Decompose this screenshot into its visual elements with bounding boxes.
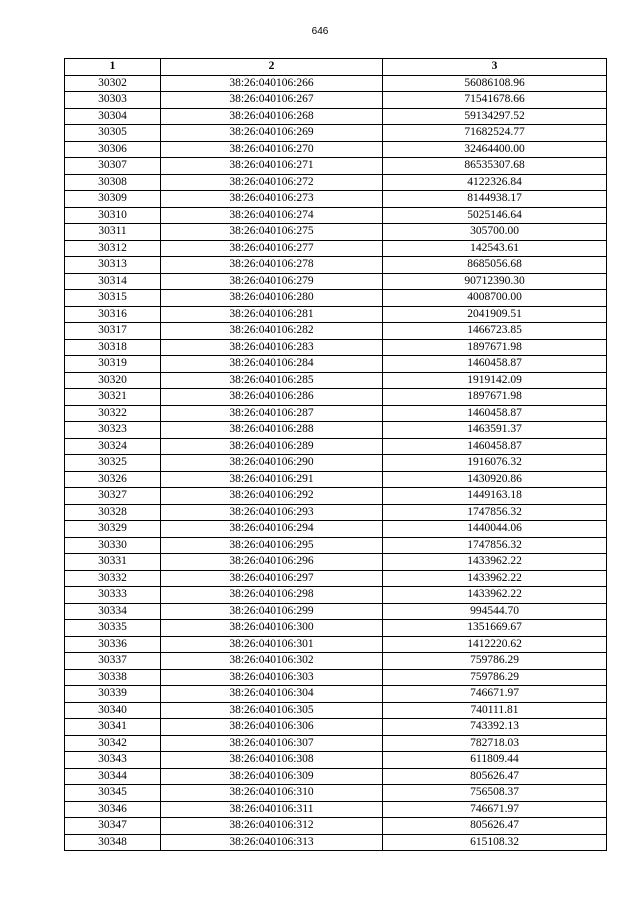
table-row: [65, 273, 607, 290]
table-row: [65, 339, 607, 356]
row-number-cell: 30328: [65, 504, 161, 521]
cadastral-number-cell: 38:26:040106:302: [161, 653, 383, 670]
cadastral-number-cell: 38:26:040106:298: [161, 587, 383, 604]
row-number-cell: 30313: [65, 257, 161, 274]
row-number-cell: 30344: [65, 768, 161, 785]
row-number-cell: 30338: [65, 669, 161, 686]
table-row: [65, 570, 607, 587]
value-cell: 1433962.22: [383, 587, 607, 604]
cadastral-number-cell: 38:26:040106:311: [161, 801, 383, 818]
row-number-cell: 30309: [65, 191, 161, 208]
cadastral-number-cell: 38:26:040106:275: [161, 224, 383, 241]
table-row: [65, 323, 607, 340]
row-number-cell: 30343: [65, 752, 161, 769]
value-cell: 1440044.06: [383, 521, 607, 538]
row-number-cell: 30316: [65, 306, 161, 323]
table-row: [65, 455, 607, 472]
table-row: [65, 735, 607, 752]
table-row: [65, 224, 607, 241]
value-cell: 71682524.77: [383, 125, 607, 142]
table-row: [65, 686, 607, 703]
cadastral-number-cell: 38:26:040106:279: [161, 273, 383, 290]
page-number: 646: [311, 26, 329, 37]
value-cell: 1449163.18: [383, 488, 607, 505]
value-cell: 1747856.32: [383, 504, 607, 521]
table-row: [65, 141, 607, 158]
cadastral-number-cell: 38:26:040106:287: [161, 405, 383, 422]
value-cell: 1460458.87: [383, 405, 607, 422]
cadastral-number-cell: 38:26:040106:282: [161, 323, 383, 340]
row-number-cell: 30326: [65, 471, 161, 488]
row-number-cell: 30327: [65, 488, 161, 505]
value-cell: 2041909.51: [383, 306, 607, 323]
row-number-cell: 30323: [65, 422, 161, 439]
row-number-cell: 30335: [65, 620, 161, 637]
value-cell: 56086108.96: [383, 75, 607, 92]
cadastral-number-cell: 38:26:040106:272: [161, 174, 383, 191]
row-number-cell: 30331: [65, 554, 161, 571]
table-row: [65, 108, 607, 125]
table-row: [65, 603, 607, 620]
cadastral-number-cell: 38:26:040106:285: [161, 372, 383, 389]
value-cell: 1897671.98: [383, 389, 607, 406]
cadastral-number-cell: 38:26:040106:306: [161, 719, 383, 736]
cadastral-number-cell: 38:26:040106:308: [161, 752, 383, 769]
table-row: [65, 554, 607, 571]
registry-table: [64, 58, 607, 851]
table-row: [65, 801, 607, 818]
cadastral-number-cell: 38:26:040106:293: [161, 504, 383, 521]
row-number-cell: 30304: [65, 108, 161, 125]
table-row: [65, 669, 607, 686]
table-row: [65, 636, 607, 653]
table-row: [65, 818, 607, 835]
row-number-cell: 30347: [65, 818, 161, 835]
value-cell: 1460458.87: [383, 356, 607, 373]
table-row: [65, 620, 607, 637]
cadastral-number-cell: 38:26:040106:305: [161, 702, 383, 719]
table-row: [65, 422, 607, 439]
cadastral-number-cell: 38:26:040106:299: [161, 603, 383, 620]
cadastral-number-cell: 38:26:040106:296: [161, 554, 383, 571]
table-row: [65, 191, 607, 208]
row-number-cell: 30332: [65, 570, 161, 587]
value-cell: 746671.97: [383, 801, 607, 818]
table-header-row: [65, 59, 607, 76]
table-row: [65, 356, 607, 373]
cadastral-number-cell: 38:26:040106:307: [161, 735, 383, 752]
value-cell: 1897671.98: [383, 339, 607, 356]
table-row: [65, 834, 607, 851]
cadastral-number-cell: 38:26:040106:313: [161, 834, 383, 851]
row-number-cell: 30302: [65, 75, 161, 92]
row-number-cell: 30305: [65, 125, 161, 142]
table-row: [65, 752, 607, 769]
cadastral-number-cell: 38:26:040106:291: [161, 471, 383, 488]
table-row: [65, 389, 607, 406]
row-number-cell: 30303: [65, 92, 161, 109]
table-row: [65, 471, 607, 488]
table-row: [65, 785, 607, 802]
value-cell: 994544.70: [383, 603, 607, 620]
cadastral-number-cell: 38:26:040106:309: [161, 768, 383, 785]
table-row: [65, 702, 607, 719]
value-cell: 1916076.32: [383, 455, 607, 472]
cadastral-number-cell: 38:26:040106:280: [161, 290, 383, 307]
value-cell: 59134297.52: [383, 108, 607, 125]
value-cell: 4008700.00: [383, 290, 607, 307]
table-row: [65, 125, 607, 142]
table-row: [65, 174, 607, 191]
value-cell: 756508.37: [383, 785, 607, 802]
row-number-cell: 30318: [65, 339, 161, 356]
cadastral-number-cell: 38:26:040106:281: [161, 306, 383, 323]
value-cell: 743392.13: [383, 719, 607, 736]
cadastral-number-cell: 38:26:040106:268: [161, 108, 383, 125]
table-row: [65, 75, 607, 92]
row-number-cell: 30311: [65, 224, 161, 241]
table-row: [65, 653, 607, 670]
row-number-cell: 30307: [65, 158, 161, 175]
table-row: [65, 257, 607, 274]
cadastral-number-cell: 38:26:040106:267: [161, 92, 383, 109]
cadastral-number-cell: 38:26:040106:277: [161, 240, 383, 257]
value-cell: 805626.47: [383, 768, 607, 785]
cadastral-number-cell: 38:26:040106:295: [161, 537, 383, 554]
value-cell: 1351669.67: [383, 620, 607, 637]
cadastral-number-cell: 38:26:040106:304: [161, 686, 383, 703]
table-body: [65, 75, 607, 851]
row-number-cell: 30315: [65, 290, 161, 307]
cadastral-number-cell: 38:26:040106:273: [161, 191, 383, 208]
table-row: [65, 537, 607, 554]
table-header: [65, 59, 607, 76]
row-number-cell: 30308: [65, 174, 161, 191]
row-number-cell: 30341: [65, 719, 161, 736]
cadastral-number-cell: 38:26:040106:269: [161, 125, 383, 142]
value-cell: 8685056.68: [383, 257, 607, 274]
table-row: [65, 438, 607, 455]
value-cell: 1919142.09: [383, 372, 607, 389]
cadastral-number-cell: 38:26:040106:292: [161, 488, 383, 505]
cadastral-number-cell: 38:26:040106:297: [161, 570, 383, 587]
value-cell: 1463591.37: [383, 422, 607, 439]
column-header-2: 2: [161, 59, 383, 76]
value-cell: 5025146.64: [383, 207, 607, 224]
value-cell: 805626.47: [383, 818, 607, 835]
value-cell: 142543.61: [383, 240, 607, 257]
row-number-cell: 30325: [65, 455, 161, 472]
value-cell: 759786.29: [383, 669, 607, 686]
value-cell: 782718.03: [383, 735, 607, 752]
table-row: [65, 768, 607, 785]
cadastral-number-cell: 38:26:040106:274: [161, 207, 383, 224]
row-number-cell: 30322: [65, 405, 161, 422]
value-cell: 4122326.84: [383, 174, 607, 191]
value-cell: 90712390.30: [383, 273, 607, 290]
row-number-cell: 30336: [65, 636, 161, 653]
row-number-cell: 30334: [65, 603, 161, 620]
cadastral-number-cell: 38:26:040106:303: [161, 669, 383, 686]
value-cell: 8144938.17: [383, 191, 607, 208]
cadastral-number-cell: 38:26:040106:310: [161, 785, 383, 802]
table-row: [65, 207, 607, 224]
row-number-cell: 30319: [65, 356, 161, 373]
value-cell: 1747856.32: [383, 537, 607, 554]
cadastral-number-cell: 38:26:040106:312: [161, 818, 383, 835]
row-number-cell: 30330: [65, 537, 161, 554]
column-header-3: 3: [383, 59, 607, 76]
value-cell: 1466723.85: [383, 323, 607, 340]
table-row: [65, 92, 607, 109]
table-row: [65, 372, 607, 389]
row-number-cell: 30321: [65, 389, 161, 406]
row-number-cell: 30348: [65, 834, 161, 851]
row-number-cell: 30314: [65, 273, 161, 290]
cadastral-number-cell: 38:26:040106:266: [161, 75, 383, 92]
value-cell: 615108.32: [383, 834, 607, 851]
row-number-cell: 30339: [65, 686, 161, 703]
value-cell: 1460458.87: [383, 438, 607, 455]
cadastral-number-cell: 38:26:040106:271: [161, 158, 383, 175]
value-cell: 1430920.86: [383, 471, 607, 488]
table-row: [65, 306, 607, 323]
row-number-cell: 30345: [65, 785, 161, 802]
table-row: [65, 719, 607, 736]
value-cell: 740111.81: [383, 702, 607, 719]
cadastral-number-cell: 38:26:040106:278: [161, 257, 383, 274]
value-cell: 86535307.68: [383, 158, 607, 175]
value-cell: 759786.29: [383, 653, 607, 670]
row-number-cell: 30312: [65, 240, 161, 257]
cadastral-number-cell: 38:26:040106:289: [161, 438, 383, 455]
cadastral-number-cell: 38:26:040106:286: [161, 389, 383, 406]
table-row: [65, 158, 607, 175]
value-cell: 305700.00: [383, 224, 607, 241]
cadastral-number-cell: 38:26:040106:288: [161, 422, 383, 439]
row-number-cell: 30320: [65, 372, 161, 389]
row-number-cell: 30340: [65, 702, 161, 719]
table-row: [65, 504, 607, 521]
row-number-cell: 30324: [65, 438, 161, 455]
cadastral-number-cell: 38:26:040106:294: [161, 521, 383, 538]
row-number-cell: 30306: [65, 141, 161, 158]
cadastral-number-cell: 38:26:040106:290: [161, 455, 383, 472]
row-number-cell: 30329: [65, 521, 161, 538]
column-header-1: 1: [65, 59, 161, 76]
row-number-cell: 30346: [65, 801, 161, 818]
value-cell: 611809.44: [383, 752, 607, 769]
cadastral-number-cell: 38:26:040106:283: [161, 339, 383, 356]
value-cell: 1412220.62: [383, 636, 607, 653]
row-number-cell: 30337: [65, 653, 161, 670]
cadastral-number-cell: 38:26:040106:300: [161, 620, 383, 637]
cadastral-number-cell: 38:26:040106:270: [161, 141, 383, 158]
value-cell: 71541678.66: [383, 92, 607, 109]
table-row: [65, 587, 607, 604]
row-number-cell: 30310: [65, 207, 161, 224]
table-row: [65, 521, 607, 538]
table-row: [65, 290, 607, 307]
row-number-cell: 30342: [65, 735, 161, 752]
table-row: [65, 240, 607, 257]
row-number-cell: 30317: [65, 323, 161, 340]
table-row: [65, 405, 607, 422]
table-row: [65, 488, 607, 505]
value-cell: 1433962.22: [383, 570, 607, 587]
value-cell: 746671.97: [383, 686, 607, 703]
value-cell: 1433962.22: [383, 554, 607, 571]
cadastral-number-cell: 38:26:040106:301: [161, 636, 383, 653]
cadastral-number-cell: 38:26:040106:284: [161, 356, 383, 373]
row-number-cell: 30333: [65, 587, 161, 604]
value-cell: 32464400.00: [383, 141, 607, 158]
